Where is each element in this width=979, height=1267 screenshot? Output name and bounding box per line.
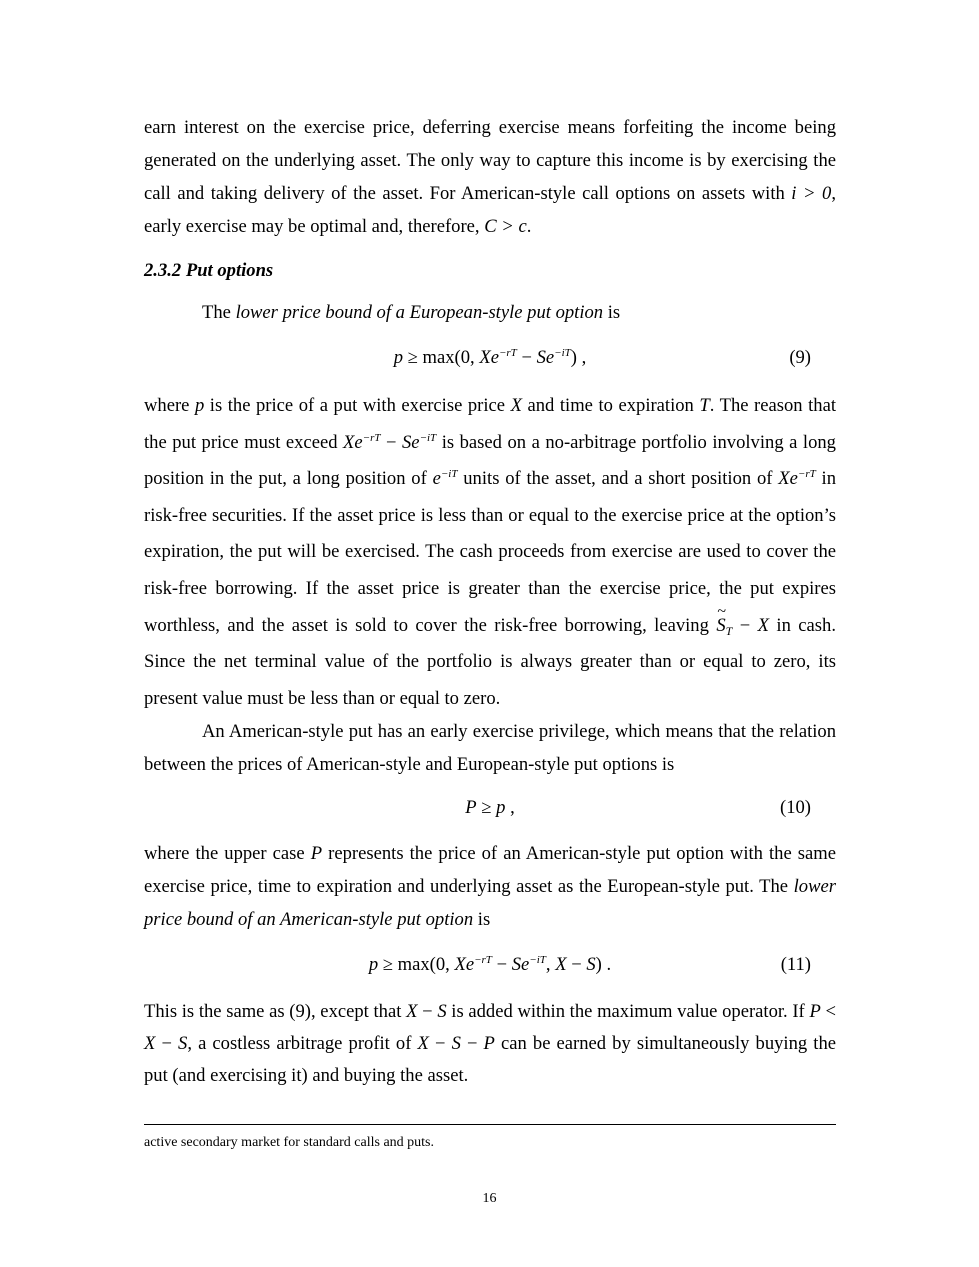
put-intro: The lower price bound of a European-style put option is xyxy=(202,302,621,323)
footnote-rule xyxy=(144,1124,836,1125)
paragraph-put: where p is the price of a put with exercise price X and time to expiration T. The reason that the put price must exceed $Xe^{-rT} - Se^{-iT}$ is based on a no-arbitrage portfolio involving a long position in the put, a long position of $e^{-iT}$ units of the asset, and a short position of $Xe^{-rT}$ in risk-free securities. If the asset price is less than or equal to the exercise price at the option’s expiration, the put will be exercised. The cash proceeds from exercise are used to cover the risk-free borrowing. If the asset price is greater than the exercise price, the put expires worthless, and the asset is sold to cover the risk-free borrowing, leaving ~ $S_T - X$ in cash. Since the net terminal value of the portfolio is always greater than or equal to zero, its present value must be less than or equal to zero. xyxy=(144,388,836,717)
paragraph-top-mid: , early exercise may be optimal and, therefore, xyxy=(144,183,836,237)
page-number: 16 xyxy=(482,1191,497,1206)
equation-10-number: (10) xyxy=(780,797,811,818)
put-intro-emphasis: lower price bound of a European-style put option xyxy=(235,302,604,323)
math-X-minus-S-minus-P: X − S − P xyxy=(417,1033,495,1054)
paragraph-upper: where the upper case P represents the price of an American-style put option with the same exercise price, time to expiration and underlying asset as the European-style put. The lower price bound of an American-style put option is xyxy=(144,843,837,930)
math-discount-diff: $Xe^{-rT} - Se^{-iT}$ xyxy=(343,431,437,453)
math-ST-minus-X: ~ $S_T - X$ xyxy=(716,615,769,636)
paragraph-american: An American-style put has an early exercise privilege, which means that the relation between the prices of American-style and European-style put options is xyxy=(144,721,836,775)
paragraph-upper-emphasis: lower price bound of an American-style put option xyxy=(144,876,836,930)
math-Xe-rT: $Xe^{-rT}$ xyxy=(778,468,816,490)
equation-9-body: p ≥ max(0, $Xe^{-rT} - Se^{-iT}$) , xyxy=(393,347,587,368)
section-heading: 2.3.2 Put options xyxy=(144,260,274,281)
paragraph-top: earn interest on the exercise price, deferring exercise means forfeiting the income being generated on the underlying asset. The only way to capture this income is by exercising the call and taking delivery of the asset. For American-style call options on assets with i > 0, early exercise may be optimal and, therefore, C > c. xyxy=(144,117,836,237)
footnote: active secondary market for standard calls and puts. xyxy=(144,1135,435,1150)
equation-11 xyxy=(144,950,836,980)
math-P-lt-X-minus-S: P < X − S xyxy=(144,1001,836,1054)
math-X-minus-S: X − S xyxy=(406,1001,447,1022)
equation-10 xyxy=(144,793,836,823)
equation-9-number: (9) xyxy=(789,347,811,368)
equation-11-number: (11) xyxy=(780,954,811,975)
paragraph-top-text: earn interest on the exercise price, deferring exercise means forfeiting the income being generated on the underlying asset. The only way to capture this income is by exercising the call and taking delivery of the asset. For American-style call options on assets with xyxy=(144,117,836,204)
equation-9 xyxy=(144,343,836,373)
equation-11-body: p ≥ max(0, $Xe^{-rT} - Se^{-iT}$, X − S) . xyxy=(368,954,612,975)
paragraph-last: This is the same as (9), except that X − S is added within the maximum value operator. If P < X − S, a costless arbitrage profit of X − S − P can be earned by simultaneously buying the put (and exercising it) and buying the asset. xyxy=(144,1001,837,1086)
math-C-gt-c: C > c xyxy=(484,216,527,237)
equation-10-body: P ≥ p , xyxy=(465,797,515,818)
math-e-iT: $e^{-iT}$ xyxy=(432,468,458,490)
math-i-gt-0: i > 0 xyxy=(791,183,832,204)
